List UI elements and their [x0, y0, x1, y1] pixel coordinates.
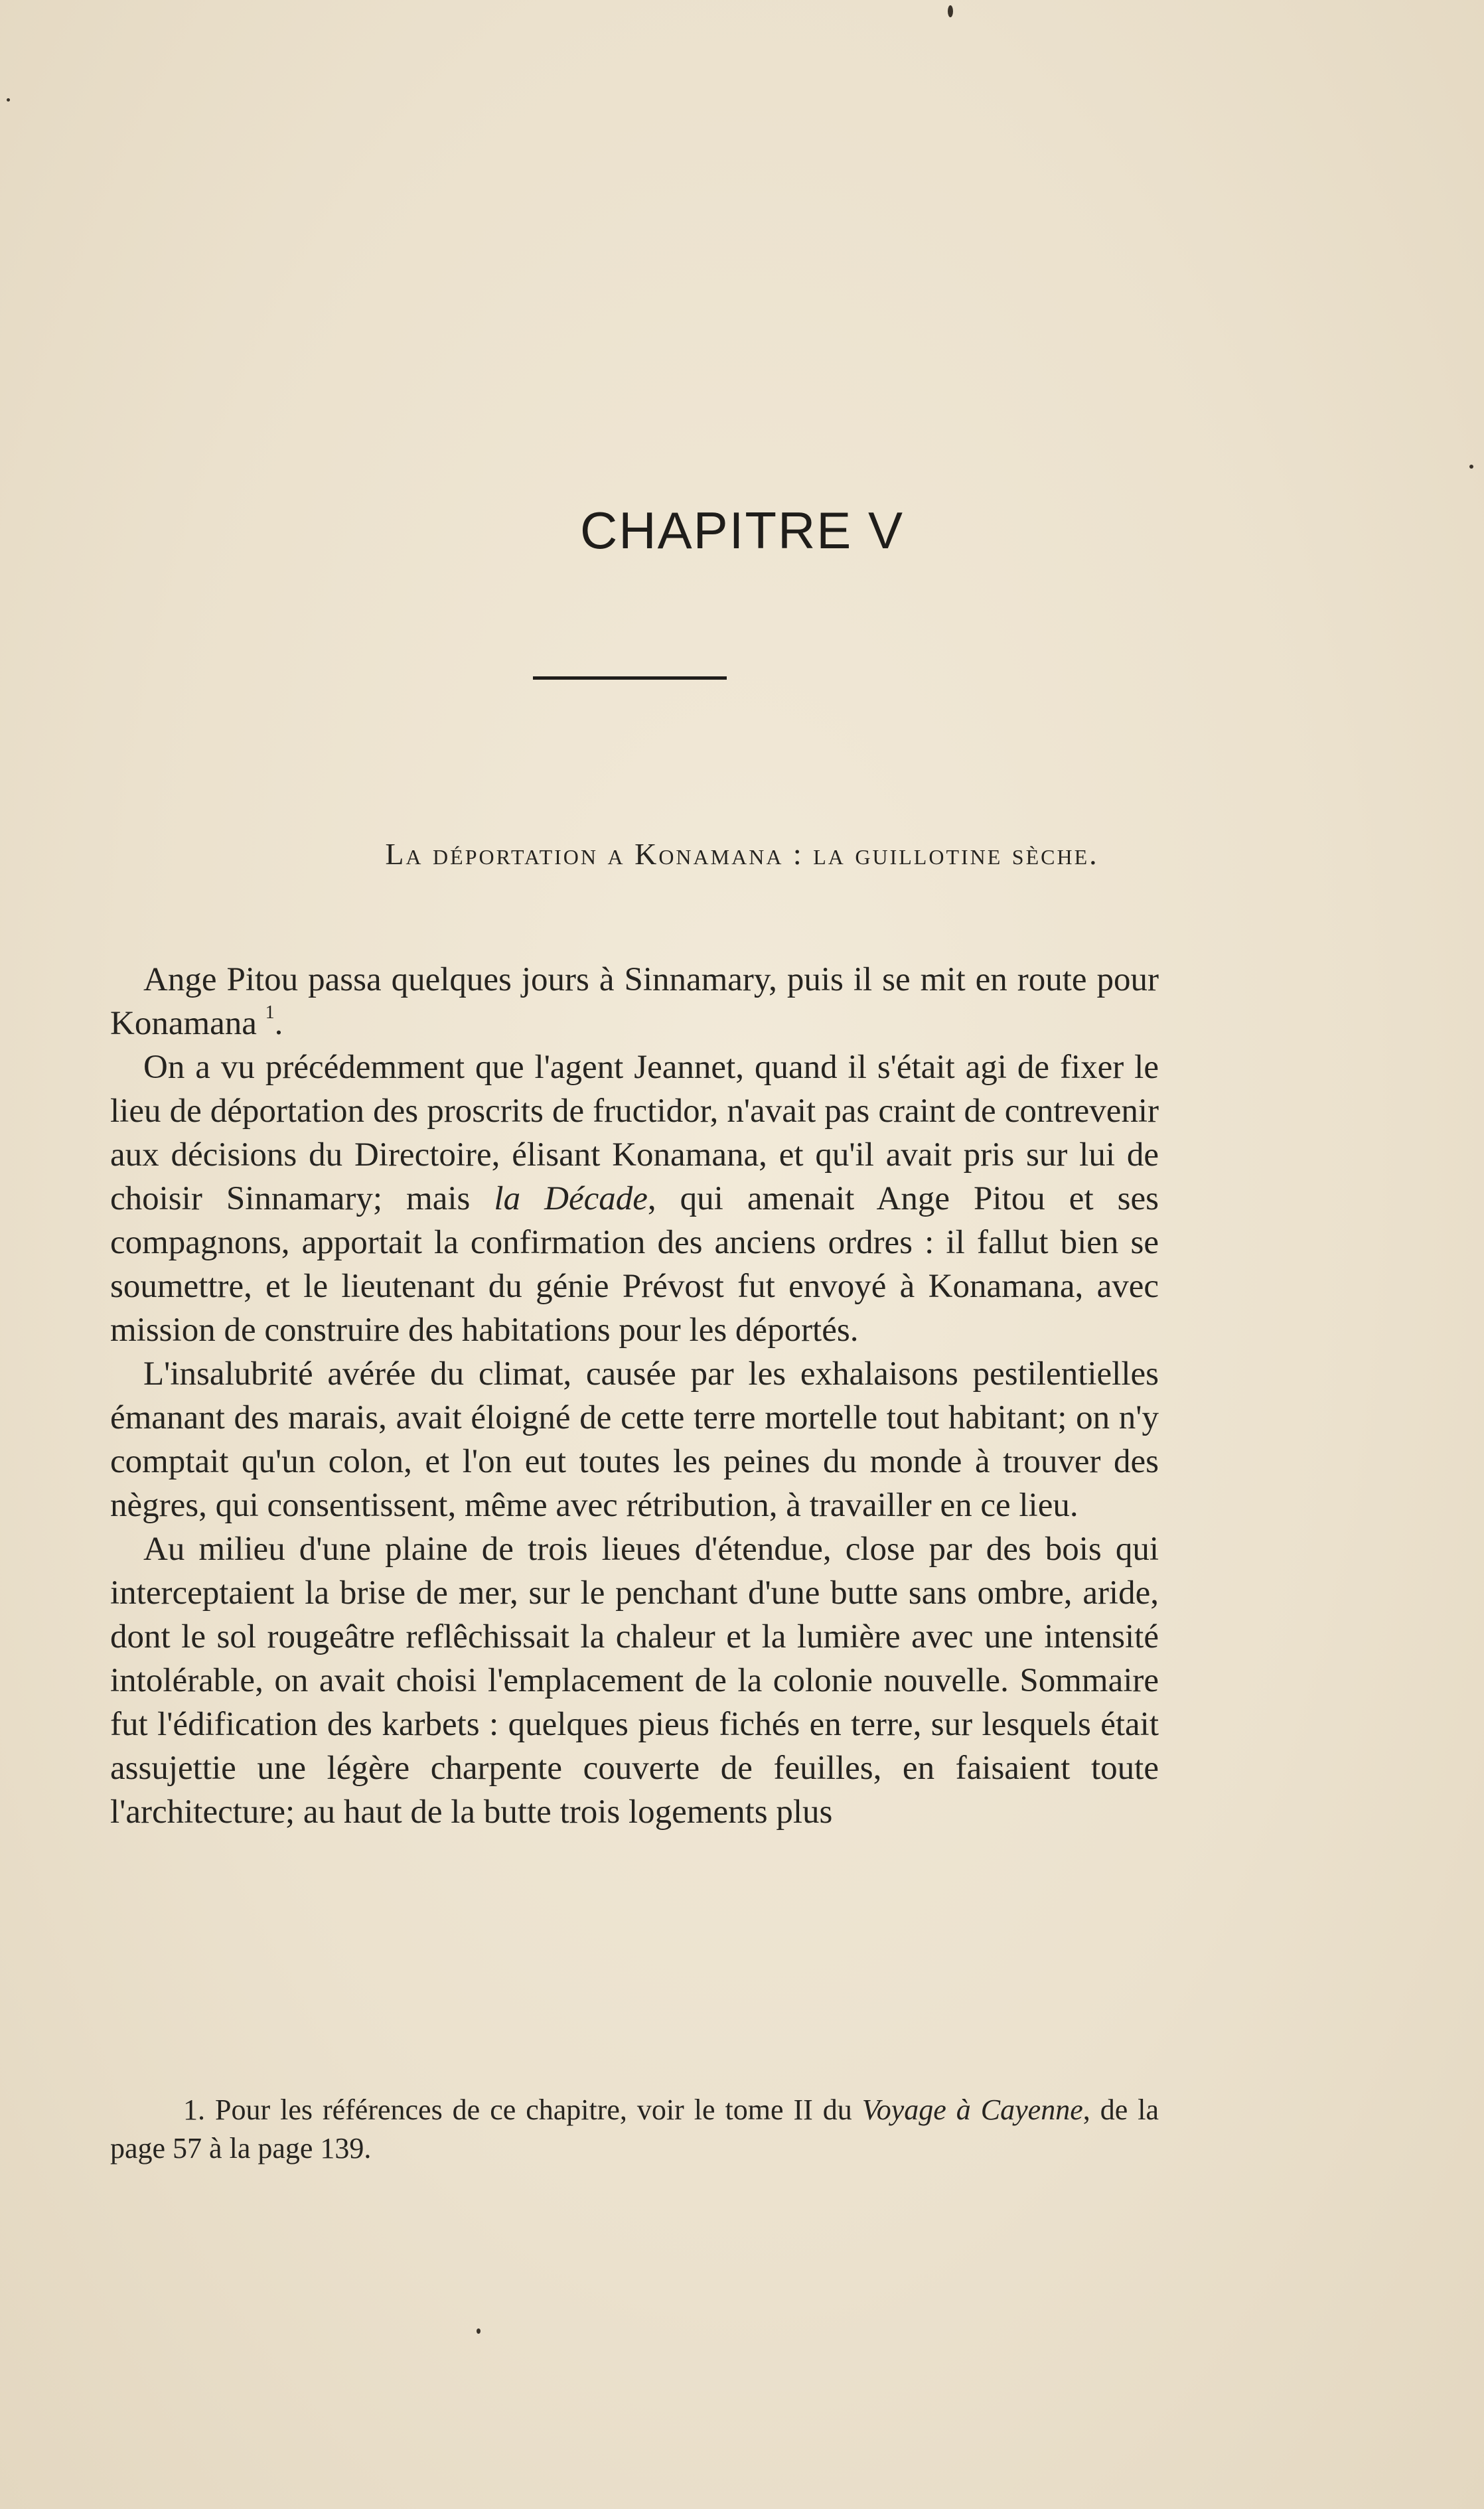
footnote — [110, 2091, 1159, 2168]
footnote-reference: 1 — [265, 1002, 275, 1023]
footnote-book-title: Voyage à Cayenne — [861, 2093, 1083, 2126]
chapter-title: CHAPITRE V — [579, 501, 905, 560]
paragraph-2-text: On a vu précédemment que l'agent Jeannet, quand il s'était agi de fixer le lieu de déportation des proscrits de fructidor, n'avait pas craint de contrevenir aux décisions du Directoire, élisant Konamana, et qu'il avait pris sur lui de choisir Sinnamary; mais — [110, 1049, 1159, 1217]
paper-speck — [1469, 465, 1473, 469]
footnote-text: Pour les références de ce chapitre, voir le tome II du — [205, 2093, 862, 2126]
ship-name: la Décade — [494, 1180, 648, 1217]
chapter-subtitle: La déportation a Konamana : la guillotine sèche. — [385, 837, 1099, 871]
paragraph-1-text: Ange Pitou passa quelques jours à Sinnamary, puis il se mit en route pour Konamana — [110, 961, 1159, 1042]
paragraph-3: L'insalubrité avérée du climat, causée par les exhalaisons pestilentielles émanant des marais, avait éloigné de cette terre mortelle tout habitant; on n'y comptait qu'un colon, et l'on eut toutes les peines du monde à trouver des nègres, qui consentissent, même avec rétribution, à travailler en ce lieu. — [110, 1355, 1159, 1524]
paper-speck — [948, 5, 953, 17]
paragraph-1-end: . — [274, 1005, 283, 1042]
title-rule — [533, 676, 727, 680]
paper-speck — [477, 2328, 481, 2334]
paragraph-2 — [110, 1045, 1159, 1352]
paragraph-2-end: , qui amenait Ange Pitou et ses compagnons, apportait la confirmation des anciens ordres : il fallut bien se soumettre, et le lieutenant du génie Prévost fut envoyé à Konamana, avec mission de construire des habitations pour les déportés. — [110, 1180, 1159, 1349]
paper-speck — [7, 98, 10, 102]
paragraph-4: Au milieu d'une plaine de trois lieues d'étendue, close par des bois qui interceptaient la brise de mer, sur le penchant d'une butte sans ombre, aride, dont le sol rougeâtre reflêchissait la chaleur et la lumière avec une intensité intolérable, on avait choisi l'emplacement de la colonie nouvelle. Sommaire fut l'édification des karbets : quelques pieus fichés en terre, sur lesquels était assujettie une légère charpente couverte de feuilles, en faisaient toute l'architecture; au haut de la butte trois logements plus — [110, 1531, 1159, 1831]
footnote-text-end: , de la page 57 à la page 139. — [110, 2093, 1159, 2165]
body-text — [110, 958, 1159, 1834]
paragraph-1 — [110, 958, 1159, 1045]
footnote-marker: 1. — [183, 2093, 205, 2126]
